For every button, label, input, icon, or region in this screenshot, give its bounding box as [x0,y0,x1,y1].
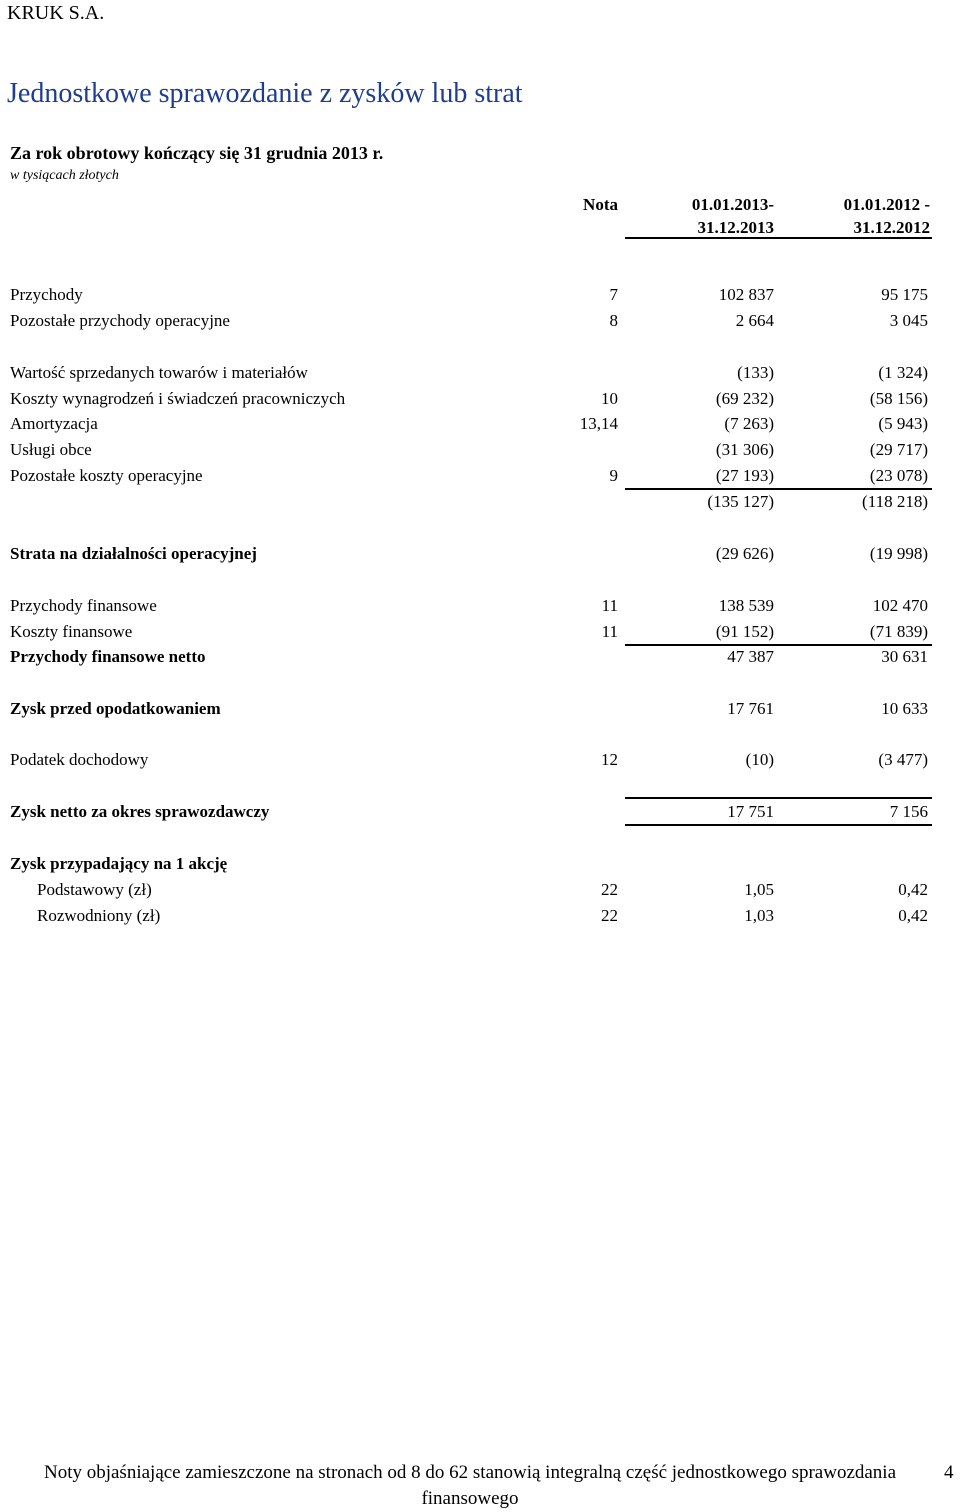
table-row [0,285,960,309]
header-nota: Nota [583,195,618,214]
table-row [0,311,960,335]
row-value-2012: (23 078) [869,466,928,485]
row-nota: 22 [601,906,618,925]
row-label: Wartość sprzedanych towarów i materiałów [10,363,308,382]
row-nota: 13,14 [579,414,618,433]
row-value-2012: 102 470 [872,596,928,615]
row-value-2012: (3 477) [878,750,928,769]
row-value-2013: 47 387 [727,647,774,666]
row-value-2012: 95 175 [881,285,928,304]
row-label: Strata na działalności operacyjnej [10,544,257,563]
row-value-2012: 10 633 [881,699,928,718]
row-label: Przychody finansowe netto [10,647,206,666]
row-value-2013: (29 626) [715,544,774,563]
row-value-2012: (58 156) [869,389,928,408]
currency-unit: w tysiącach złotych [10,168,119,183]
row-label: Przychody [10,285,83,304]
table-row-total [0,544,960,568]
row-value-2012: 7 156 [889,802,928,821]
row-value-2012: (5 943) [878,414,928,433]
row-nota: 9 [609,466,618,485]
row-label: Przychody finansowe [10,596,157,615]
report-period: Za rok obrotowy kończący się 31 grudnia 2013 r. [10,143,384,163]
table-row [0,750,960,774]
table-row-total [0,647,960,671]
table-row-total [0,802,960,826]
row-value-2013: 138 539 [718,596,774,615]
net-profit-top-line [625,797,932,799]
row-nota: 10 [601,389,618,408]
row-label: Zysk przypadający na 1 akcję [10,854,228,873]
header-underline [625,237,932,239]
row-value-2012: 0,42 [898,906,928,925]
table-row [0,880,960,904]
row-value-2012: 0,42 [898,880,928,899]
row-nota: 8 [609,311,618,330]
subtotal-line [625,644,932,646]
table-row-section [0,854,960,878]
table-row [0,466,960,490]
row-value-2012: 30 631 [881,647,928,666]
table-row [0,414,960,438]
row-label: Koszty finansowe [10,622,133,641]
table-row [0,622,960,646]
row-label: Pozostałe koszty operacyjne [10,466,203,485]
row-value-2013: (91 152) [715,622,774,641]
row-value-2013: 102 837 [718,285,774,304]
row-value-2012: (118 218) [862,492,928,511]
row-label: Zysk netto za okres sprawozdawczy [10,802,270,821]
table-row [0,440,960,464]
table-row [0,596,960,620]
row-value-2013: (27 193) [715,466,774,485]
row-value-2012: (1 324) [878,363,928,382]
row-value-2013: 17 751 [727,802,774,821]
report-title: Jednostkowe sprawozdanie z zysków lub strat [7,78,523,109]
company-name: KRUK S.A. [7,2,105,24]
header-2012 [790,193,930,239]
footer-note: Noty objaśniające zamieszczone na stronach od 8 do 62 stanowią integralną część jednostkowego sprawozdania finansowego [43,1462,897,1509]
row-value-2013: (135 127) [707,492,774,511]
row-label: Pozostałe przychody operacyjne [10,311,230,330]
row-value-2013: (69 232) [715,389,774,408]
row-value-2013: 1,03 [744,906,774,925]
row-value-2012: (19 998) [869,544,928,563]
row-value-2012: (29 717) [869,440,928,459]
table-row-subtotal [0,492,960,516]
row-value-2013: (7 263) [724,414,774,433]
row-nota: 11 [601,622,618,641]
subtotal-line [625,488,932,490]
header-2012-start: 01.01.2012 - [843,195,930,214]
row-value-2013: (133) [737,363,774,382]
table-row [0,906,960,930]
row-nota: 11 [601,596,618,615]
header-2013-start: 01.01.2013- [691,195,774,214]
table-row [0,363,960,387]
row-value-2013: (10) [745,750,774,769]
row-label: Usługi obce [10,440,92,459]
row-label: Koszty wynagrodzeń i świadczeń pracowniczych [10,389,346,408]
row-label: Rozwodniony (zł) [37,906,161,925]
net-profit-bottom-line [625,824,932,826]
row-nota: 7 [609,285,618,304]
row-value-2013: (31 306) [715,440,774,459]
header-2013 [640,193,774,239]
page-number: 4 [944,1462,954,1483]
header-2012-end: 31.12.2012 [853,218,930,237]
header-2013-end: 31.12.2013 [697,218,774,237]
table-row-total [0,699,960,723]
row-label: Podatek dochodowy [10,750,149,769]
table-row [0,389,960,413]
row-value-2012: 3 045 [889,311,928,330]
row-label: Podstawowy (zł) [37,880,152,899]
row-nota: 12 [601,750,618,769]
row-value-2013: 17 761 [727,699,774,718]
row-value-2012: (71 839) [869,622,928,641]
row-label: Zysk przed opodatkowaniem [10,699,221,718]
row-label: Amortyzacja [10,414,98,433]
row-value-2013: 2 664 [735,311,774,330]
row-value-2013: 1,05 [744,880,774,899]
row-nota: 22 [601,880,618,899]
